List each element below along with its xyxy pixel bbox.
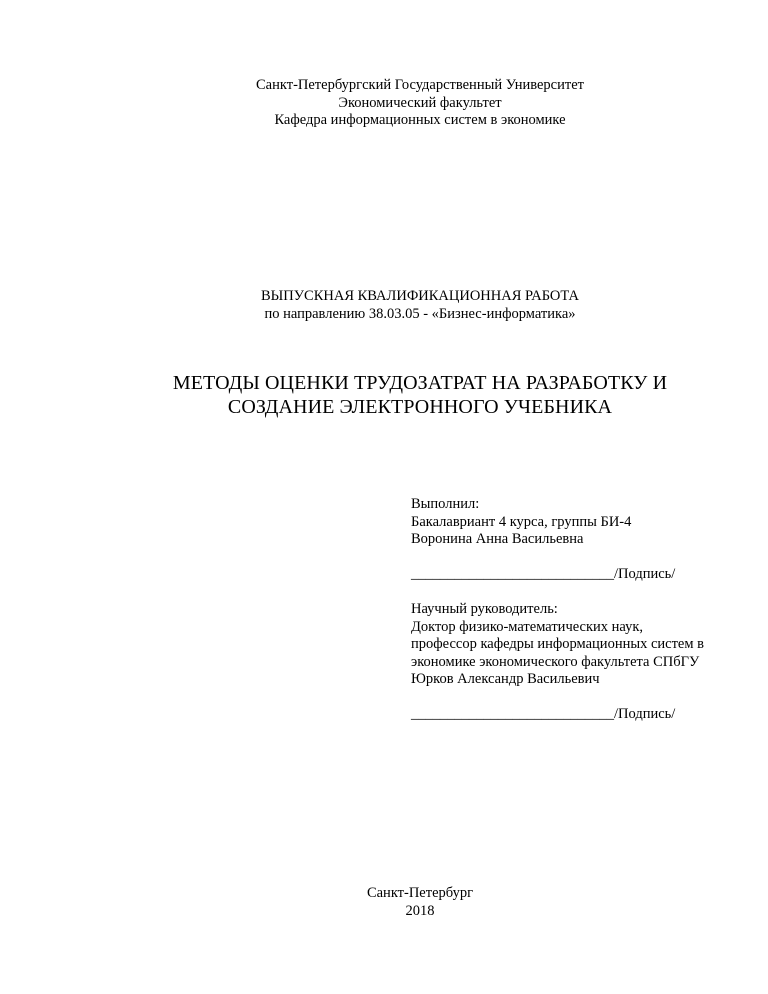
author-name: Воронина Анна Васильевна	[411, 531, 584, 547]
city: Санкт-Петербург	[366, 885, 474, 901]
supervisor-position-line-2: экономике экономического факультета СПбГУ	[411, 653, 700, 670]
footer	[0, 885, 768, 920]
author-position: Бакалавриант 4 курса, группы БИ-4	[411, 513, 632, 530]
institution-header	[0, 77, 768, 130]
faculty-name: Экономический факультет	[338, 94, 502, 111]
supervisor-signature-line: ____________________________/Подпись/	[411, 706, 676, 722]
supervisor-position-line-1: профессор кафедры информационных систем в	[411, 636, 705, 652]
supervisor-label: Научный руководитель:	[411, 601, 558, 617]
thesis-title-line-2: СОЗДАНИЕ ЭЛЕКТРОННОГО УЧЕБНИКА	[227, 396, 613, 418]
authors-block	[411, 496, 741, 724]
work-type: ВЫПУСКНАЯ КВАЛИФИКАЦИОННАЯ РАБОТА	[260, 288, 580, 304]
university-name: Санкт-Петербургский Государственный Университет	[256, 77, 584, 93]
thesis-title-line-1: МЕТОДЫ ОЦЕНКИ ТРУДОЗАТРАТ НА РАЗРАБОТКУ И	[172, 372, 668, 394]
work-type-block	[0, 288, 768, 323]
thesis-title	[0, 371, 768, 419]
supervisor-degree: Доктор физико-математических наук,	[411, 618, 644, 635]
year: 2018	[405, 902, 435, 919]
author-signature-line: ____________________________/Подпись/	[411, 566, 676, 582]
author-label: Выполнил:	[411, 496, 480, 512]
work-direction: по направлению 38.03.05 - «Бизнес-информатика»	[264, 305, 576, 322]
supervisor-name: Юрков Александр Васильевич	[411, 671, 600, 687]
department-name: Кафедра информационных систем в экономике	[274, 112, 566, 128]
